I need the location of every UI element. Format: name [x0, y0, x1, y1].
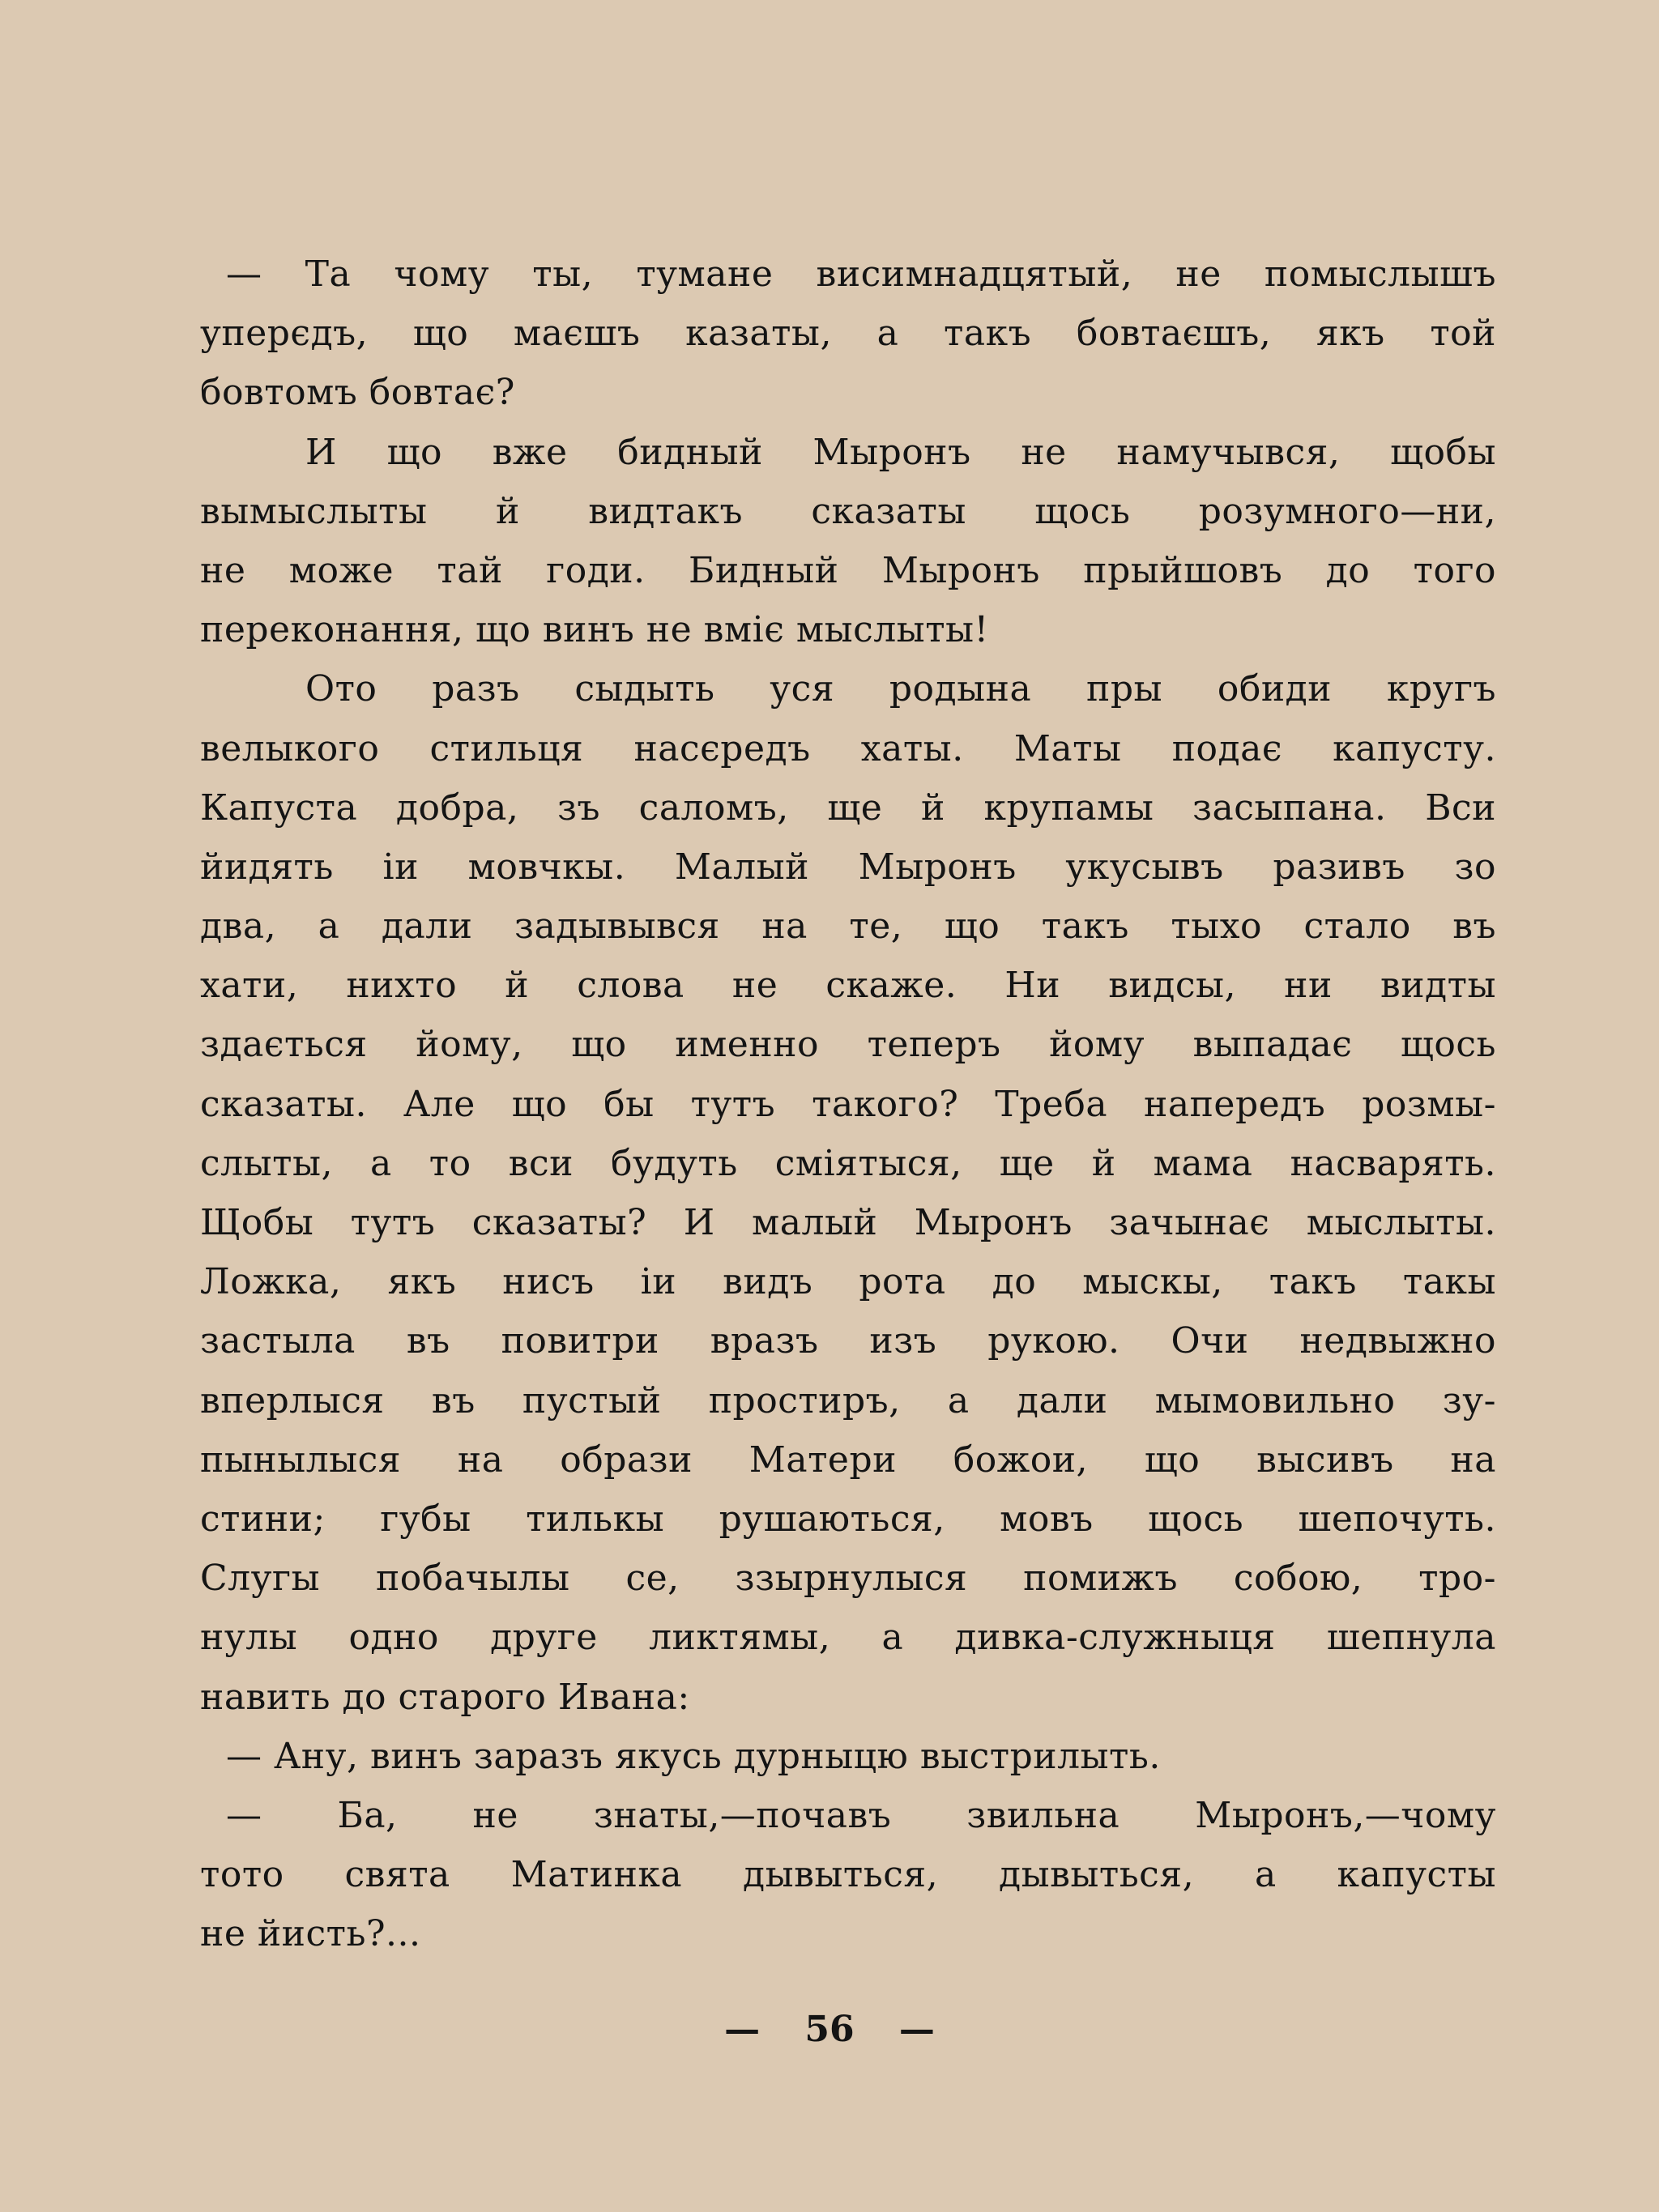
text-line: переконання, що винъ не вміє мыслыты! — [200, 609, 989, 651]
text-line: бовтомъ бовтає? — [200, 372, 515, 414]
text-line: нулы одно друге ликтямы, а дивка-служныця шепнула — [200, 1617, 1496, 1659]
text-line: здається йому, що именно теперъ йому выпадає щось — [200, 1024, 1496, 1066]
page-number: — 56 — — [724, 2009, 935, 2050]
text-line: стини; губы тилькы рушаються, мовъ щось шепочуть. — [200, 1498, 1496, 1540]
text-line: йидять іи мовчкы. Малый Мыронъ укусывъ разивъ зо — [200, 846, 1496, 888]
text-line: велыкого стильця насєредъ хаты. Маты подає капусту. — [200, 727, 1496, 769]
text-line: — Та чому ты, тумане висимнадцятый, не помыслышъ — [226, 254, 1496, 295]
text-line: Слугы побачылы се, ззырнулыся помижъ собою, тро- — [200, 1558, 1496, 1600]
text-line: сказаты. Але що бы тутъ такого? Треба напередъ розмы- — [200, 1083, 1496, 1125]
text-line: вымыслыты й видтакъ сказаты щось розумного—ни, — [200, 490, 1496, 532]
text-line: Ложка, якъ нисъ іи видъ рота до мыскы, такъ такы — [200, 1261, 1496, 1303]
text-line: уперєдъ, що маєшъ казаты, а такъ бовтаєшъ, якъ той — [200, 313, 1496, 355]
text-line: Ото разъ сыдыть уся родына пры обиди кругъ — [305, 668, 1496, 710]
text-line: Капуста добра, зъ саломъ, ще й крупамы засыпана. Вси — [200, 786, 1496, 829]
page-text — [200, 245, 1496, 1963]
text-line: вперлыся въ пустый простиръ, а дали мымовильно зу- — [200, 1379, 1496, 1421]
text-line: навить до старого Ивана: — [200, 1676, 690, 1718]
text-line: два, а дали задывывся на те, що такъ тыхо стало въ — [200, 906, 1496, 948]
text-line: И що вже бидный Мыронъ не намучывся, щобы — [305, 431, 1496, 473]
text-line: пынылыся на образи Матери божои, що высивъ на — [200, 1438, 1496, 1481]
text-line: Щобы тутъ сказаты? И малый Мыронъ зачынає мыслыты. — [200, 1202, 1496, 1243]
text-line: тото свята Матинка дывыться, дывыться, а капусты — [200, 1854, 1496, 1896]
text-line: — Ану, винъ заразъ якусь дурныцю выстрилыть. — [226, 1735, 1161, 1777]
text-line: хати, нихто й слова не скаже. Ни видсы, ни видты — [200, 965, 1496, 1007]
text-line: не може тай годи. Бидный Мыронъ прыйшовъ до того — [200, 549, 1496, 591]
text-line: слыты, а то вси будуть сміятыся, ще й мама насварять. — [200, 1142, 1496, 1184]
text-line: не йисть?... — [200, 1913, 421, 1955]
text-line: застыла въ повитри вразъ изъ рукою. Очи недвыжно — [200, 1320, 1496, 1362]
text-line: — Ба, не знаты,—почавъ звильна Мыронъ,—чому — [226, 1794, 1496, 1836]
